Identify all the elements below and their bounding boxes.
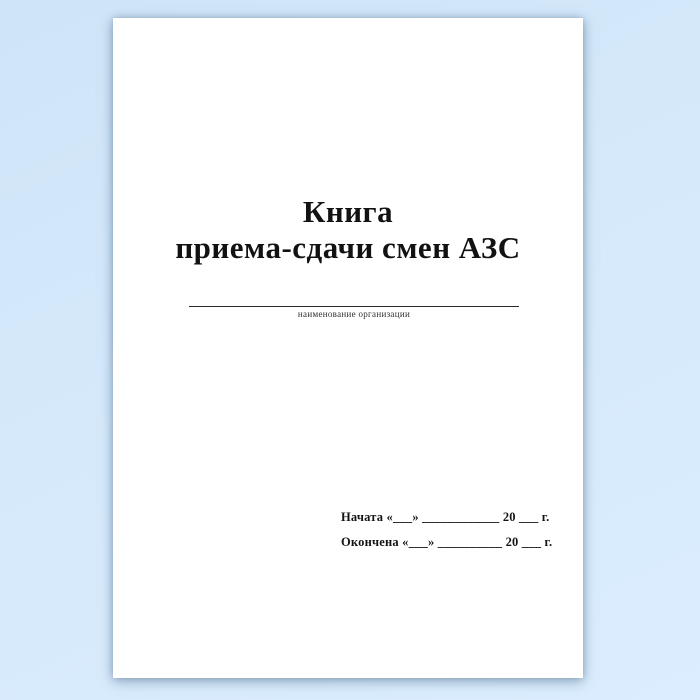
organization-caption: наименование организации	[297, 309, 411, 319]
organization-blank-line	[189, 306, 519, 307]
started-date-line: Начата «___» ____________ 20 ___ г.	[341, 510, 550, 524]
document-page	[113, 18, 583, 678]
dates-block	[341, 505, 552, 555]
document-title-line2: приема-сдачи смен АЗС	[175, 230, 521, 265]
document-title-line1: Книга	[302, 194, 394, 229]
document-title	[113, 194, 583, 266]
organization-block	[189, 306, 519, 319]
finished-date-line: Окончена «___» __________ 20 ___ г.	[341, 535, 553, 549]
